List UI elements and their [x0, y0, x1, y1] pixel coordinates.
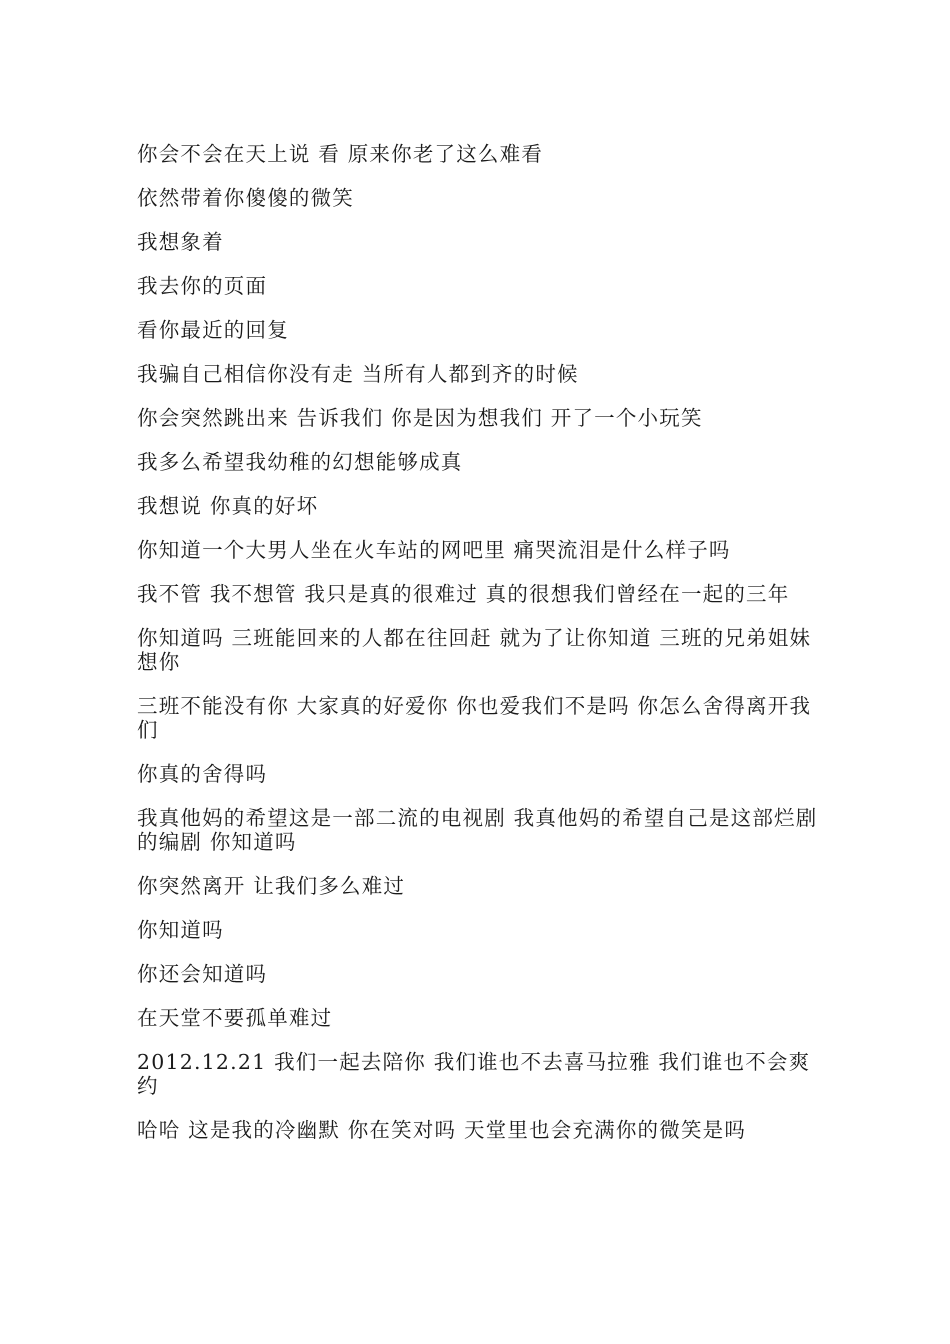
paragraph: 我想说 你真的好坏 — [137, 494, 319, 518]
paragraph: 依然带着你傻傻的微笑 — [137, 186, 354, 210]
paragraph: 我不管 我不想管 我只是真的很难过 真的很想我们曾经在一起的三年 — [137, 582, 790, 606]
paragraph: 三班不能没有你 大家真的好爱你 你也爱我们不是吗 你怎么舍得离开我们 — [137, 694, 812, 742]
paragraph: 我想象着 — [137, 230, 224, 254]
paragraph: 你真的舍得吗 — [137, 762, 268, 786]
paragraph: 在天堂不要孤单难过 — [137, 1006, 333, 1030]
document-body — [137, 142, 823, 1162]
paragraph: 你会突然跳出来 告诉我们 你是因为想我们 开了一个小玩笑 — [137, 406, 703, 430]
paragraph: 我真他妈的希望这是一部二流的电视剧 我真他妈的希望自己是这部烂剧的编剧 你知道吗 — [137, 806, 818, 854]
paragraph: 我去你的页面 — [137, 274, 268, 298]
paragraph: 哈哈 这是我的冷幽默 你在笑对吗 天堂里也会充满你的微笑是吗 — [137, 1118, 747, 1142]
paragraph: 你还会知道吗 — [137, 962, 268, 986]
paragraph: 你突然离开 让我们多么难过 — [137, 874, 406, 898]
paragraph: 我多么希望我幼稚的幻想能够成真 — [137, 450, 463, 474]
paragraph: 你会不会在天上说 看 原来你老了这么难看 — [137, 142, 544, 166]
paragraph: 你知道吗 — [137, 918, 224, 942]
paragraph: 你知道吗 三班能回来的人都在往回赶 就为了让你知道 三班的兄弟姐妹想你 — [137, 626, 812, 674]
paragraph: 看你最近的回复 — [137, 318, 289, 342]
paragraph: 2012.12.21 我们一起去陪你 我们谁也不去喜马拉雅 我们谁也不会爽约 — [137, 1050, 811, 1098]
paragraph: 我骗自己相信你没有走 当所有人都到齐的时候 — [137, 362, 579, 386]
paragraph: 你知道一个大男人坐在火车站的网吧里 痛哭流泪是什么样子吗 — [137, 538, 731, 562]
